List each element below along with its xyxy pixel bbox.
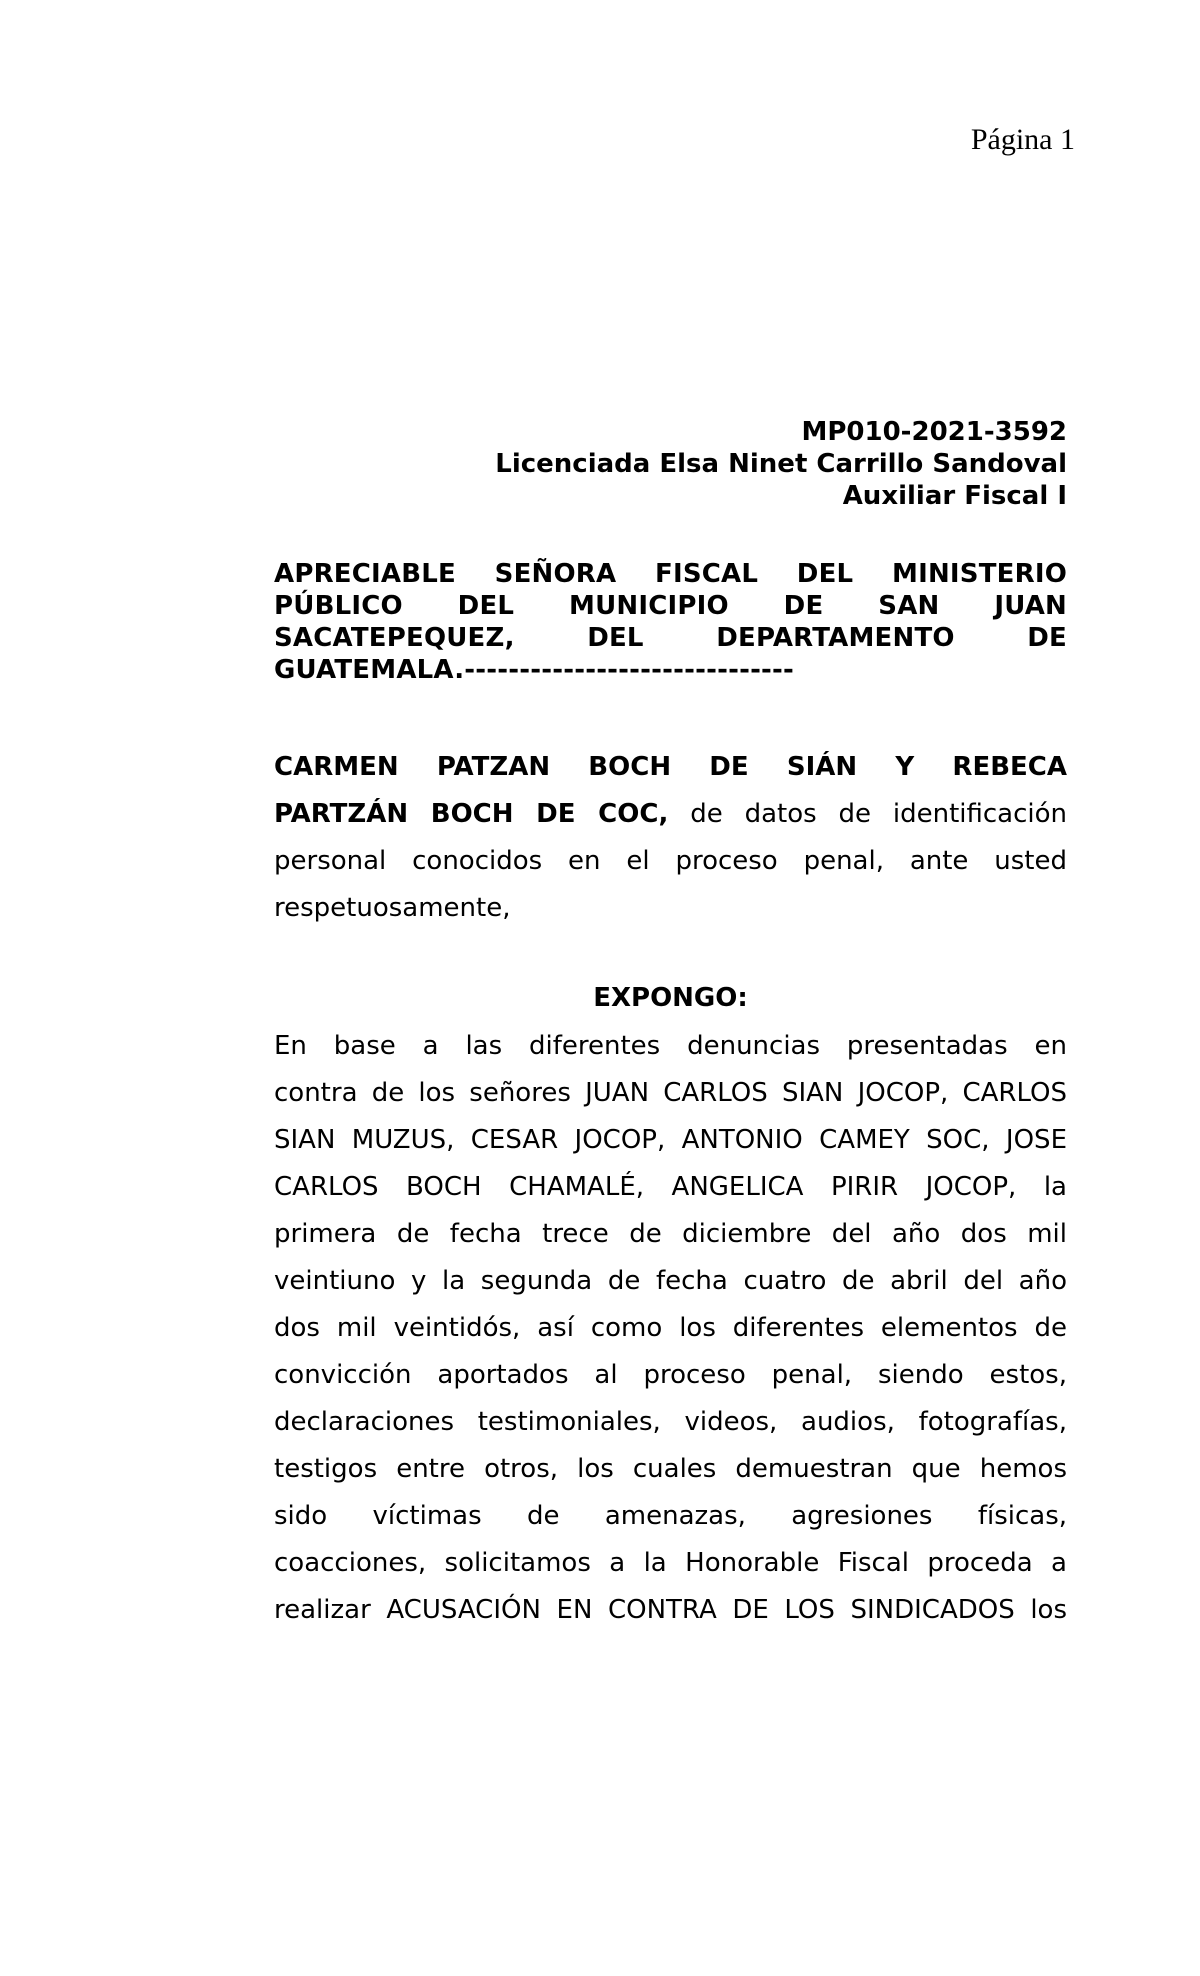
petitioners-intro <box>274 744 1067 932</box>
section-title: EXPONGO: <box>593 983 748 1013</box>
paragraph-line: veintiuno y la segunda de fecha cuatro de abril del año <box>274 1266 1067 1296</box>
addressee-line: SACATEPEQUEZ, DEL DEPARTAMENTO DE <box>274 623 1067 653</box>
paragraph-line: contra de los señores JUAN CARLOS SIAN JOCOP, CARLOS <box>274 1078 1067 1108</box>
paragraph-line: realizar ACUSACIÓN EN CONTRA DE LOS SINDICADOS los <box>274 1595 1067 1625</box>
addressee-line: APRECIABLE SEÑORA FISCAL DEL MINISTERIO <box>274 559 1067 589</box>
petitioner-names-line-2 <box>274 791 1067 838</box>
attorney-name: Licenciada Elsa Ninet Carrillo Sandoval <box>495 449 1067 479</box>
addressee-block <box>274 558 1067 686</box>
identification-text: de datos de identificación <box>690 799 1068 829</box>
addressee-line: GUATEMALA.------------------------------ <box>274 655 795 685</box>
case-number: MP010-2021-3592 <box>801 417 1067 447</box>
intro-line: respetuosamente, <box>274 893 511 923</box>
paragraph-line: dos mil veintidós, así como los diferentes elementos de <box>274 1313 1067 1343</box>
paragraph-line: primera de fecha trece de diciembre del año dos mil <box>274 1219 1067 1249</box>
case-header <box>274 416 1067 512</box>
attorney-role: Auxiliar Fiscal I <box>842 481 1067 511</box>
paragraph-line: declaraciones testimoniales, videos, audios, fotografías, <box>274 1407 1067 1437</box>
paragraph-line: En base a las diferentes denuncias presentadas en <box>274 1031 1067 1061</box>
exposition-paragraph <box>274 1023 1067 1634</box>
paragraph-line: SIAN MUZUS, CESAR JOCOP, ANTONIO CAMEY SOC, JOSE <box>274 1125 1067 1155</box>
addressee-line: PÚBLICO DEL MUNICIPIO DE SAN JUAN <box>274 591 1067 621</box>
paragraph-line: testigos entre otros, los cuales demuestran que hemos <box>274 1454 1067 1484</box>
petitioner-name: PARTZÁN BOCH DE COC, <box>274 799 669 829</box>
paragraph-line: coacciones, solicitamos a la Honorable Fiscal proceda a <box>274 1548 1067 1578</box>
intro-line: personal conocidos en el proceso penal, ante usted <box>274 846 1067 876</box>
paragraph-line: convicción aportados al proceso penal, siendo estos, <box>274 1360 1067 1390</box>
paragraph-line: CARLOS BOCH CHAMALÉ, ANGELICA PIRIR JOCOP, la <box>274 1172 1067 1202</box>
page-number: Página 1 <box>970 123 1075 156</box>
paragraph-line: sido víctimas de amenazas, agresiones físicas, <box>274 1501 1067 1531</box>
petitioner-names-line: CARMEN PATZAN BOCH DE SIÁN Y REBECA <box>274 752 1067 782</box>
